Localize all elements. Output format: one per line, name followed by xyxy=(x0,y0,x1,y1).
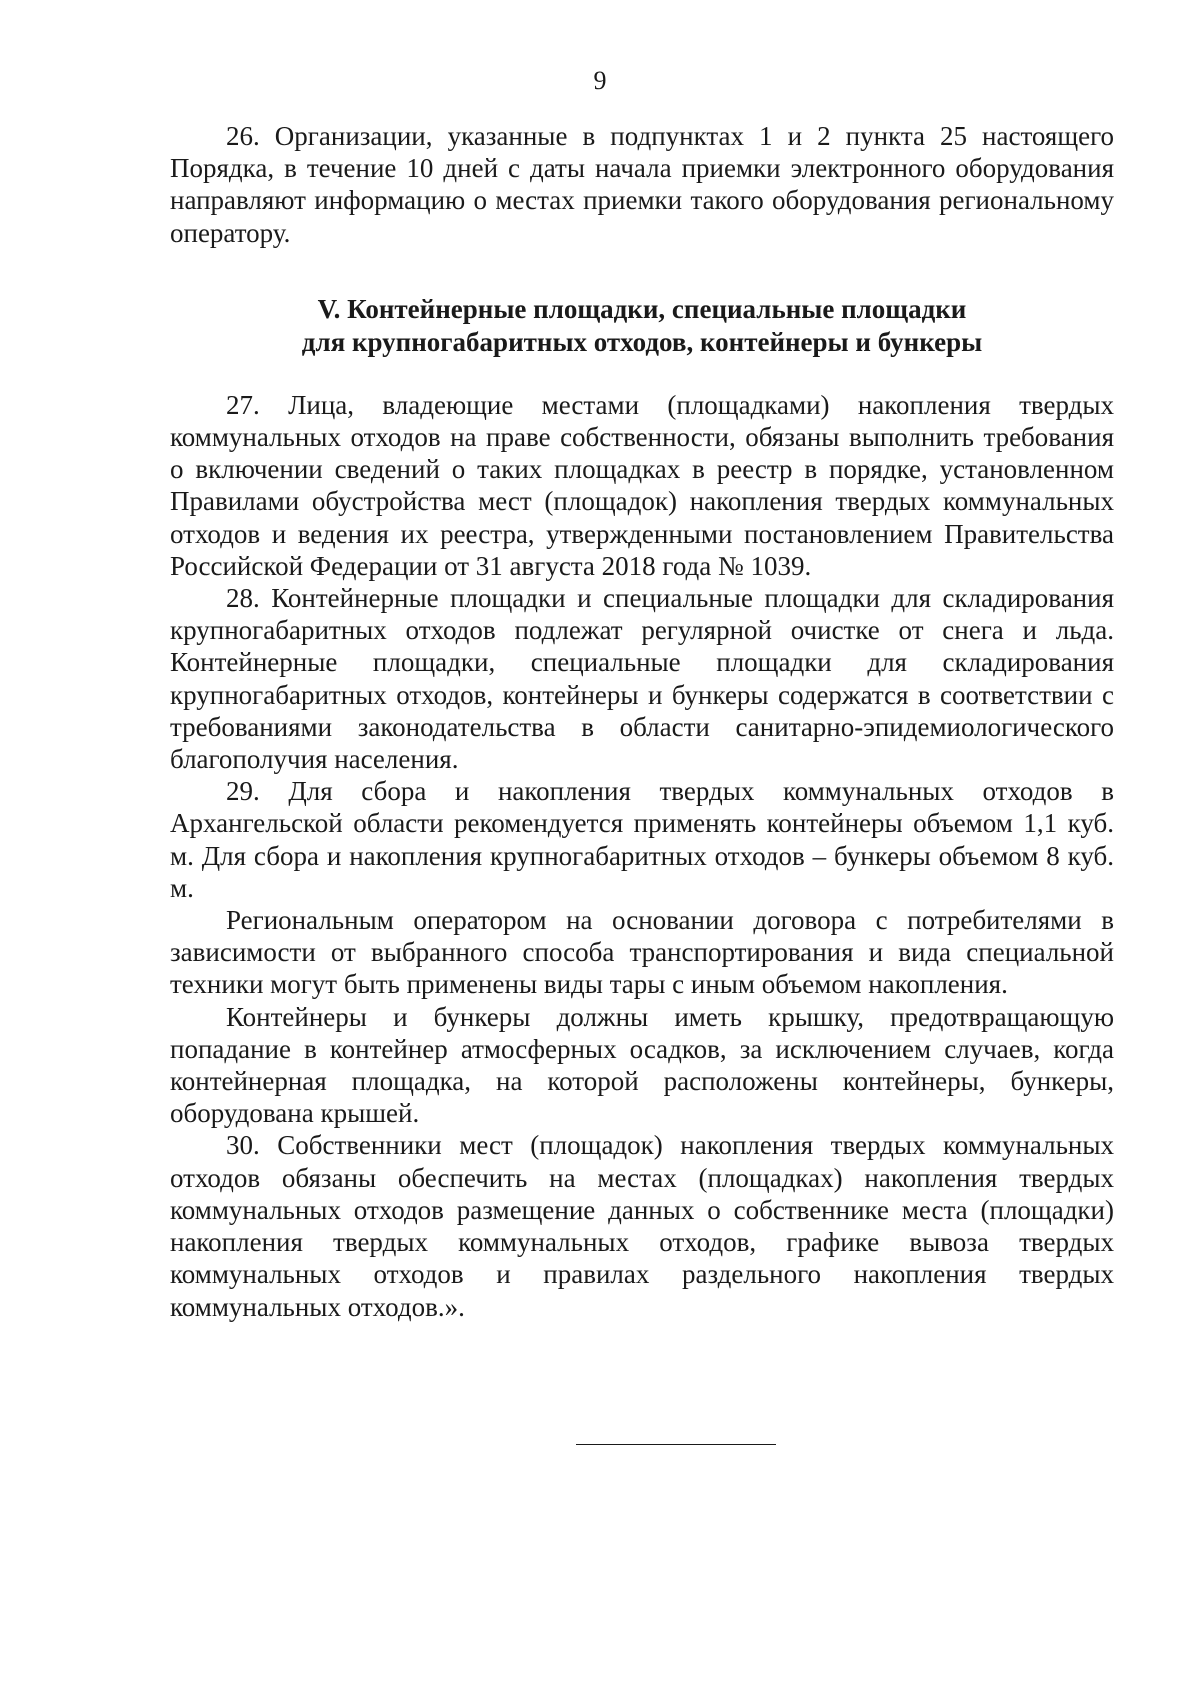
section-heading-line-1: V. Контейнерные площадки, специальные площадки xyxy=(317,293,967,324)
document-body xyxy=(170,120,1114,1323)
paragraph-28: 28. Контейнерные площадки и специальные площадки для складирования крупногабаритных отходов подлежат регулярной очистке от снега и льда. Контейнерные площадки, специальные площадки для складирования крупногабаритных отходов, контейнеры и бункеры содержатся в соответствии с требованиями законодательства в области санитарно-эпидемиологического благополучия населения. xyxy=(170,583,1114,775)
end-of-document-rule xyxy=(576,1444,776,1445)
paragraph-26: 26. Организации, указанные в подпунктах 1 и 2 пункта 25 настоящего Порядка, в течение 10 дней с даты начала приемки электронного оборудования направляют информацию о местах приемки такого оборудования региональному оператору. xyxy=(170,121,1114,248)
paragraph-30: 30. Собственники мест (площадок) накопления твердых коммунальных отходов обязаны обеспечить на местах (площадках) накопления твердых коммунальных отходов размещение данных о собственнике места (площадки) накопления твердых коммунальных отходов, графике вывоза твердых коммунальных отходов и правилах раздельного накопления твердых коммунальных отходов.». xyxy=(170,1130,1114,1322)
paragraph-27: 27. Лица, владеющие местами (площадками) накопления твердых коммунальных отходов на праве собственности, обязаны выполнить требования о включении сведений о таких площадках в реестр в порядке, установленном Правилами обустройства мест (площадок) накопления твердых коммунальных отходов и ведения их реестра, утвержденными постановлением Правительства Российской Федерации от 31 августа 2018 года № 1039. xyxy=(170,389,1114,581)
paragraph-29: 29. Для сбора и накопления твердых коммунальных отходов в Архангельской области рекомендуется применять контейнеры объемом 1,1 куб. м. Для сбора и накопления крупногабаритных отходов – бункеры объемом 8 куб. м. xyxy=(170,776,1114,903)
section-heading xyxy=(170,293,1114,359)
section-heading-line-2: для крупногабаритных отходов, контейнеры и бункеры xyxy=(301,326,983,357)
paragraph-29-lids: Контейнеры и бункеры должны иметь крышку, предотвращающую попадание в контейнер атмосферных осадков, за исключением случаев, когда контейнерная площадка, на которой расположены контейнеры, бункеры, оборудована крышей. xyxy=(170,1001,1114,1129)
paragraph-29-regional-operator: Региональным оператором на основании договора с потребителями в зависимости от выбранного способа транспортирования и вида специальной техники могут быть применены виды тары с иным объемом накопления. xyxy=(170,905,1114,1000)
page-number: 9 xyxy=(593,66,607,95)
